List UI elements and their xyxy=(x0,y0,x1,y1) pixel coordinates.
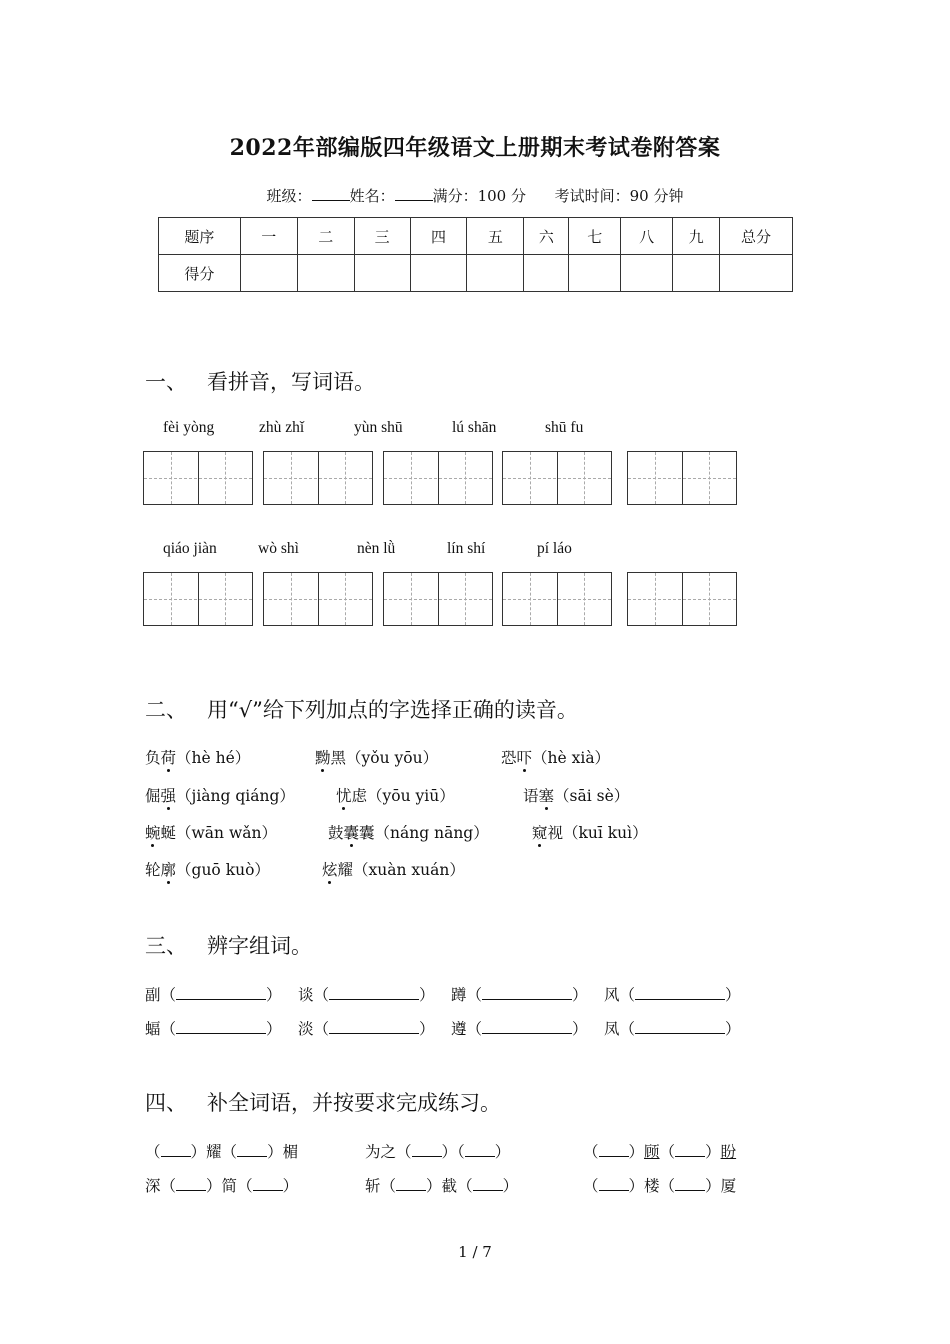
score-value-row xyxy=(159,255,793,292)
tianzige-box[interactable] xyxy=(143,572,253,626)
tianzige-box[interactable] xyxy=(502,451,612,505)
score-header-cell: 题序 xyxy=(159,218,241,255)
word-group-item[interactable]: 蹲（ ） xyxy=(451,986,588,1004)
name-blank[interactable] xyxy=(395,186,433,201)
tianzige-box[interactable] xyxy=(502,572,612,626)
page-number: 1 / 7 xyxy=(458,1243,492,1261)
section3-title: 辨字组词。 xyxy=(207,934,312,958)
word-group-item[interactable]: 风（ ） xyxy=(604,986,741,1004)
pinyin-label: nèn lǜ xyxy=(357,540,396,557)
reading-item[interactable]: 鼓囊囊（náng nāng） xyxy=(328,821,489,843)
tianzige-box[interactable] xyxy=(383,572,493,626)
score-header-cell: 九 xyxy=(673,218,720,255)
section1-number: 一、 xyxy=(145,370,187,394)
score-row-label: 得分 xyxy=(159,255,241,292)
score-input-cell[interactable] xyxy=(240,255,297,292)
pinyin-label: zhù zhǐ xyxy=(259,419,305,436)
name-label: 姓名： xyxy=(349,187,395,205)
pinyin-label: lú shān xyxy=(452,419,497,436)
idiom-item[interactable]: 深（ ）简（ ） xyxy=(145,1177,299,1195)
tianzige-box[interactable] xyxy=(627,572,737,626)
word-group-item[interactable]: 蝠（ ） xyxy=(145,1020,282,1038)
score-input-cell[interactable] xyxy=(410,255,467,292)
section2-heading xyxy=(145,694,578,724)
word-group-item[interactable]: 凤（ ） xyxy=(604,1020,741,1038)
section2-number: 二、 xyxy=(145,698,187,722)
reading-item[interactable]: 轮廓（guō kuò） xyxy=(145,858,270,880)
section4-number: 四、 xyxy=(145,1091,187,1115)
score-header-row xyxy=(159,218,793,255)
section4-heading xyxy=(145,1087,501,1117)
section3-number: 三、 xyxy=(145,934,187,958)
exam-time: 考试时间：90 分钟 xyxy=(554,187,684,205)
section4-title: 补全词语，并按要求完成练习。 xyxy=(207,1091,501,1115)
score-table xyxy=(158,217,793,292)
pinyin-label: qiáo jiàn xyxy=(163,540,217,557)
score-input-cell[interactable] xyxy=(354,255,410,292)
full-score: 满分：100 分 xyxy=(432,187,526,205)
score-input-cell[interactable] xyxy=(569,255,621,292)
tianzige-box[interactable] xyxy=(263,451,373,505)
pinyin-label: fèi yòng xyxy=(163,419,215,436)
word-group-item[interactable]: 淡（ ） xyxy=(298,1020,435,1038)
idiom-item[interactable]: （ ）顾（ ）盼 xyxy=(583,1143,737,1161)
tianzige-box[interactable] xyxy=(263,572,373,626)
score-header-cell: 七 xyxy=(569,218,621,255)
score-input-cell[interactable] xyxy=(467,255,524,292)
score-header-cell: 八 xyxy=(621,218,673,255)
section3-heading xyxy=(145,930,312,960)
score-header-cell: 四 xyxy=(410,218,467,255)
tianzige-box[interactable] xyxy=(143,451,253,505)
word-group-item[interactable]: 遵（ ） xyxy=(451,1020,588,1038)
section2-title: 用“√”给下列加点的字选择正确的读音。 xyxy=(207,698,578,722)
score-input-cell[interactable] xyxy=(297,255,354,292)
reading-item[interactable]: 炫耀（xuàn xuán） xyxy=(322,858,465,880)
word-group-item[interactable]: 谈（ ） xyxy=(298,986,435,1004)
tianzige-box[interactable] xyxy=(627,451,737,505)
idiom-item[interactable]: （ ）耀（ ）楣 xyxy=(145,1143,299,1161)
score-input-cell[interactable] xyxy=(673,255,720,292)
idiom-item[interactable]: 为之（ ）（ ） xyxy=(365,1143,511,1161)
tianzige-box[interactable] xyxy=(383,451,493,505)
score-header-cell: 二 xyxy=(297,218,354,255)
reading-item[interactable]: 忧虑（yōu yiū） xyxy=(336,784,455,806)
score-input-cell[interactable] xyxy=(524,255,569,292)
pinyin-label: yùn shū xyxy=(354,419,403,436)
score-header-cell: 五 xyxy=(467,218,524,255)
reading-item[interactable]: 负荷（hè hé） xyxy=(145,746,250,768)
reading-item[interactable]: 恐吓（hè xià） xyxy=(501,746,610,768)
reading-item[interactable]: 语塞（sāi sè） xyxy=(523,784,629,806)
score-input-cell[interactable] xyxy=(621,255,673,292)
class-blank[interactable] xyxy=(312,186,350,201)
idiom-item[interactable]: （ ）楼（ ）厦 xyxy=(583,1177,737,1195)
idiom-item[interactable]: 斩（ ）截（ ） xyxy=(365,1177,519,1195)
word-group-item[interactable]: 副（ ） xyxy=(145,986,282,1004)
pinyin-label: lín shí xyxy=(447,540,486,557)
pinyin-label: shū fu xyxy=(545,419,584,436)
class-label: 班级： xyxy=(266,187,312,205)
reading-item[interactable]: 黝黑（yǒu yōu） xyxy=(315,746,438,768)
score-header-cell: 总分 xyxy=(720,218,793,255)
exam-info-line xyxy=(0,185,950,206)
reading-item[interactable]: 倔强（jiàng qiáng） xyxy=(145,784,295,806)
score-header-cell: 六 xyxy=(524,218,569,255)
page-title: 2022年部编版四年级语文上册期末考试卷附答案 xyxy=(229,135,721,161)
pinyin-label: wò shì xyxy=(258,540,299,557)
reading-item[interactable]: 窥视（kuī kuì） xyxy=(532,821,648,843)
pinyin-label: pí láo xyxy=(537,540,572,557)
section1-heading xyxy=(145,366,375,396)
section1-title: 看拼音，写词语。 xyxy=(207,370,375,394)
score-input-cell[interactable] xyxy=(720,255,793,292)
score-header-cell: 三 xyxy=(354,218,410,255)
reading-item[interactable]: 蜿蜒（wān wǎn） xyxy=(145,821,277,843)
score-header-cell: 一 xyxy=(240,218,297,255)
